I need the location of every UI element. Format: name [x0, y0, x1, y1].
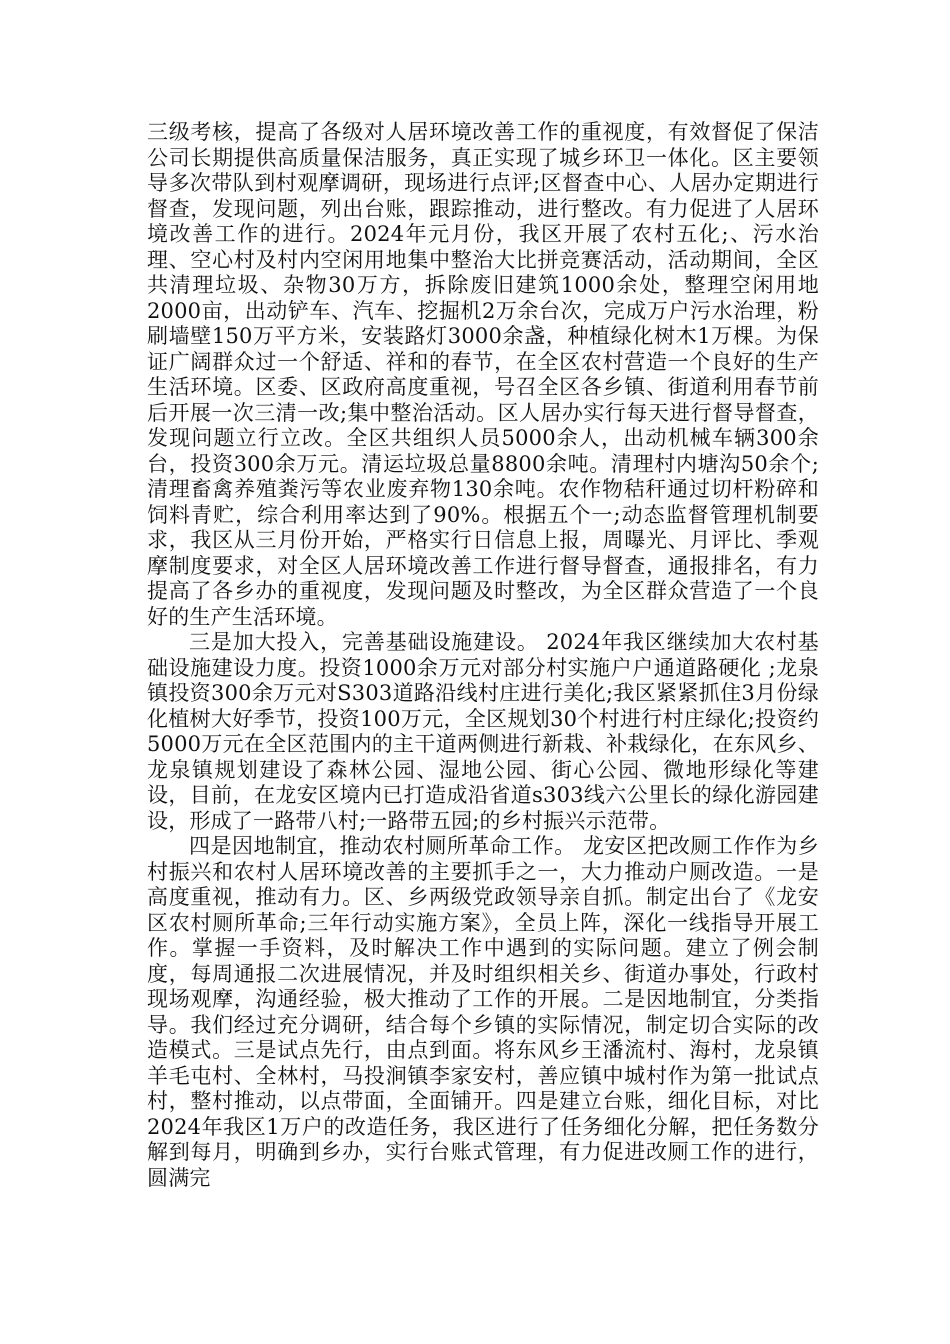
paragraph-2: 三是加大投入，完善基础设施建设。 2024年我区继续加大农村基础设施建设力度。投资1000余万元对部分村实施户户通道路硬化 ;龙泉镇投资300余万元对S303道路沿线村庄进行美化;我区紧紧抓住3月份绿化植树大好季节，投资100万元，全区规划30个村进行村庄绿化;投资约5000万元在全区范围内的主干道两侧进行新栽、补栽绿化，在东风乡、龙泉镇规划建设了森林公园、湿地公园、街心公园、微地形绿化等建设，目前，在龙安区境内已打造成沿省道s303线六公里长的绿化游园建设，形成了一路带八村;一路带五园;的乡村振兴示范带。	[147, 630, 819, 833]
document-body	[147, 120, 819, 1191]
paragraph-1: 三级考核，提高了各级对人居环境改善工作的重视度，有效督促了保洁公司长期提供高质量保洁服务，真正实现了城乡环卫一体化。区主要领导多次带队到村观摩调研，现场进行点评;区督查中心、人居办定期进行督查，发现问题，列出台账，跟踪推动，进行整改。有力促进了人居环境改善工作的进行。2024年元月份，我区开展了农村五化;、污水治理、空心村及村内空闲用地集中整治大比拼竞赛活动，活动期间，全区共清理垃圾、杂物30万方，拆除废旧建筑1000余处，整理空闲用地2000亩，出动铲车、汽车、挖掘机2万余台次，完成万户污水治理，粉刷墙壁150万平方米，安装路灯3000余盏，种植绿化树木1万棵。为保证广阔群众过一个舒适、祥和的春节，在全区农村营造一个良好的生产生活环境。区委、区政府高度重视，号召全区各乡镇、街道利用春节前后开展一次三清一改;集中整治活动。区人居办实行每天进行督导督查，发现问题立行立改。全区共组织人员5000余人，出动机械车辆300余台，投资300余万元。清运垃圾总量8800余吨。清理村内塘沟50余个;清理畜禽养殖粪污等农业废弃物130余吨。农作物秸秆通过切杆粉碎和饲料青贮，综合利用率达到了90%。根据五个一;动态监督管理机制要求，我区从三月份开始，严格实行日信息上报，周曝光、月评比、季观摩制度要求，对全区人居环境改善工作进行督导督查，通报排名，有力提高了各乡办的重视度，发现问题及时整改，为全区群众营造了一个良好的生产生活环境。	[147, 120, 819, 629]
paragraph-3: 四是因地制宜，推动农村厕所革命工作。 龙安区把改厕工作作为乡村振兴和农村人居环境改善的主要抓手之一，大力推动户厕改造。一是高度重视，推动有力。区、乡两级党政领导亲自抓。制定出台了《龙安区农村厕所革命;三年行动实施方案》，全员上阵，深化一线指导开展工作。掌握一手资料，及时解决工作中遇到的实际问题。建立了例会制度，每周通报二次进展情况，并及时组织相关乡、街道办事处，行政村现场观摩，沟通经验，极大推动了工作的开展。二是因地制宜，分类指导。我们经过充分调研，结合每个乡镇的实际情况，制定切合实际的改造模式。三是试点先行，由点到面。将东风乡王潘流村、海村，龙泉镇羊毛屯村、全林村，马投涧镇李家安村，善应镇中城村作为第一批试点村，整村推动，以点带面，全面铺开。四是建立台账，细化目标，对比2024年我区1万户的改造任务，我区进行了任务细化分解，把任务数分解到每月，明确到乡办，实行台账式管理，有力促进改厕工作的进行，圆满完	[147, 834, 819, 1190]
